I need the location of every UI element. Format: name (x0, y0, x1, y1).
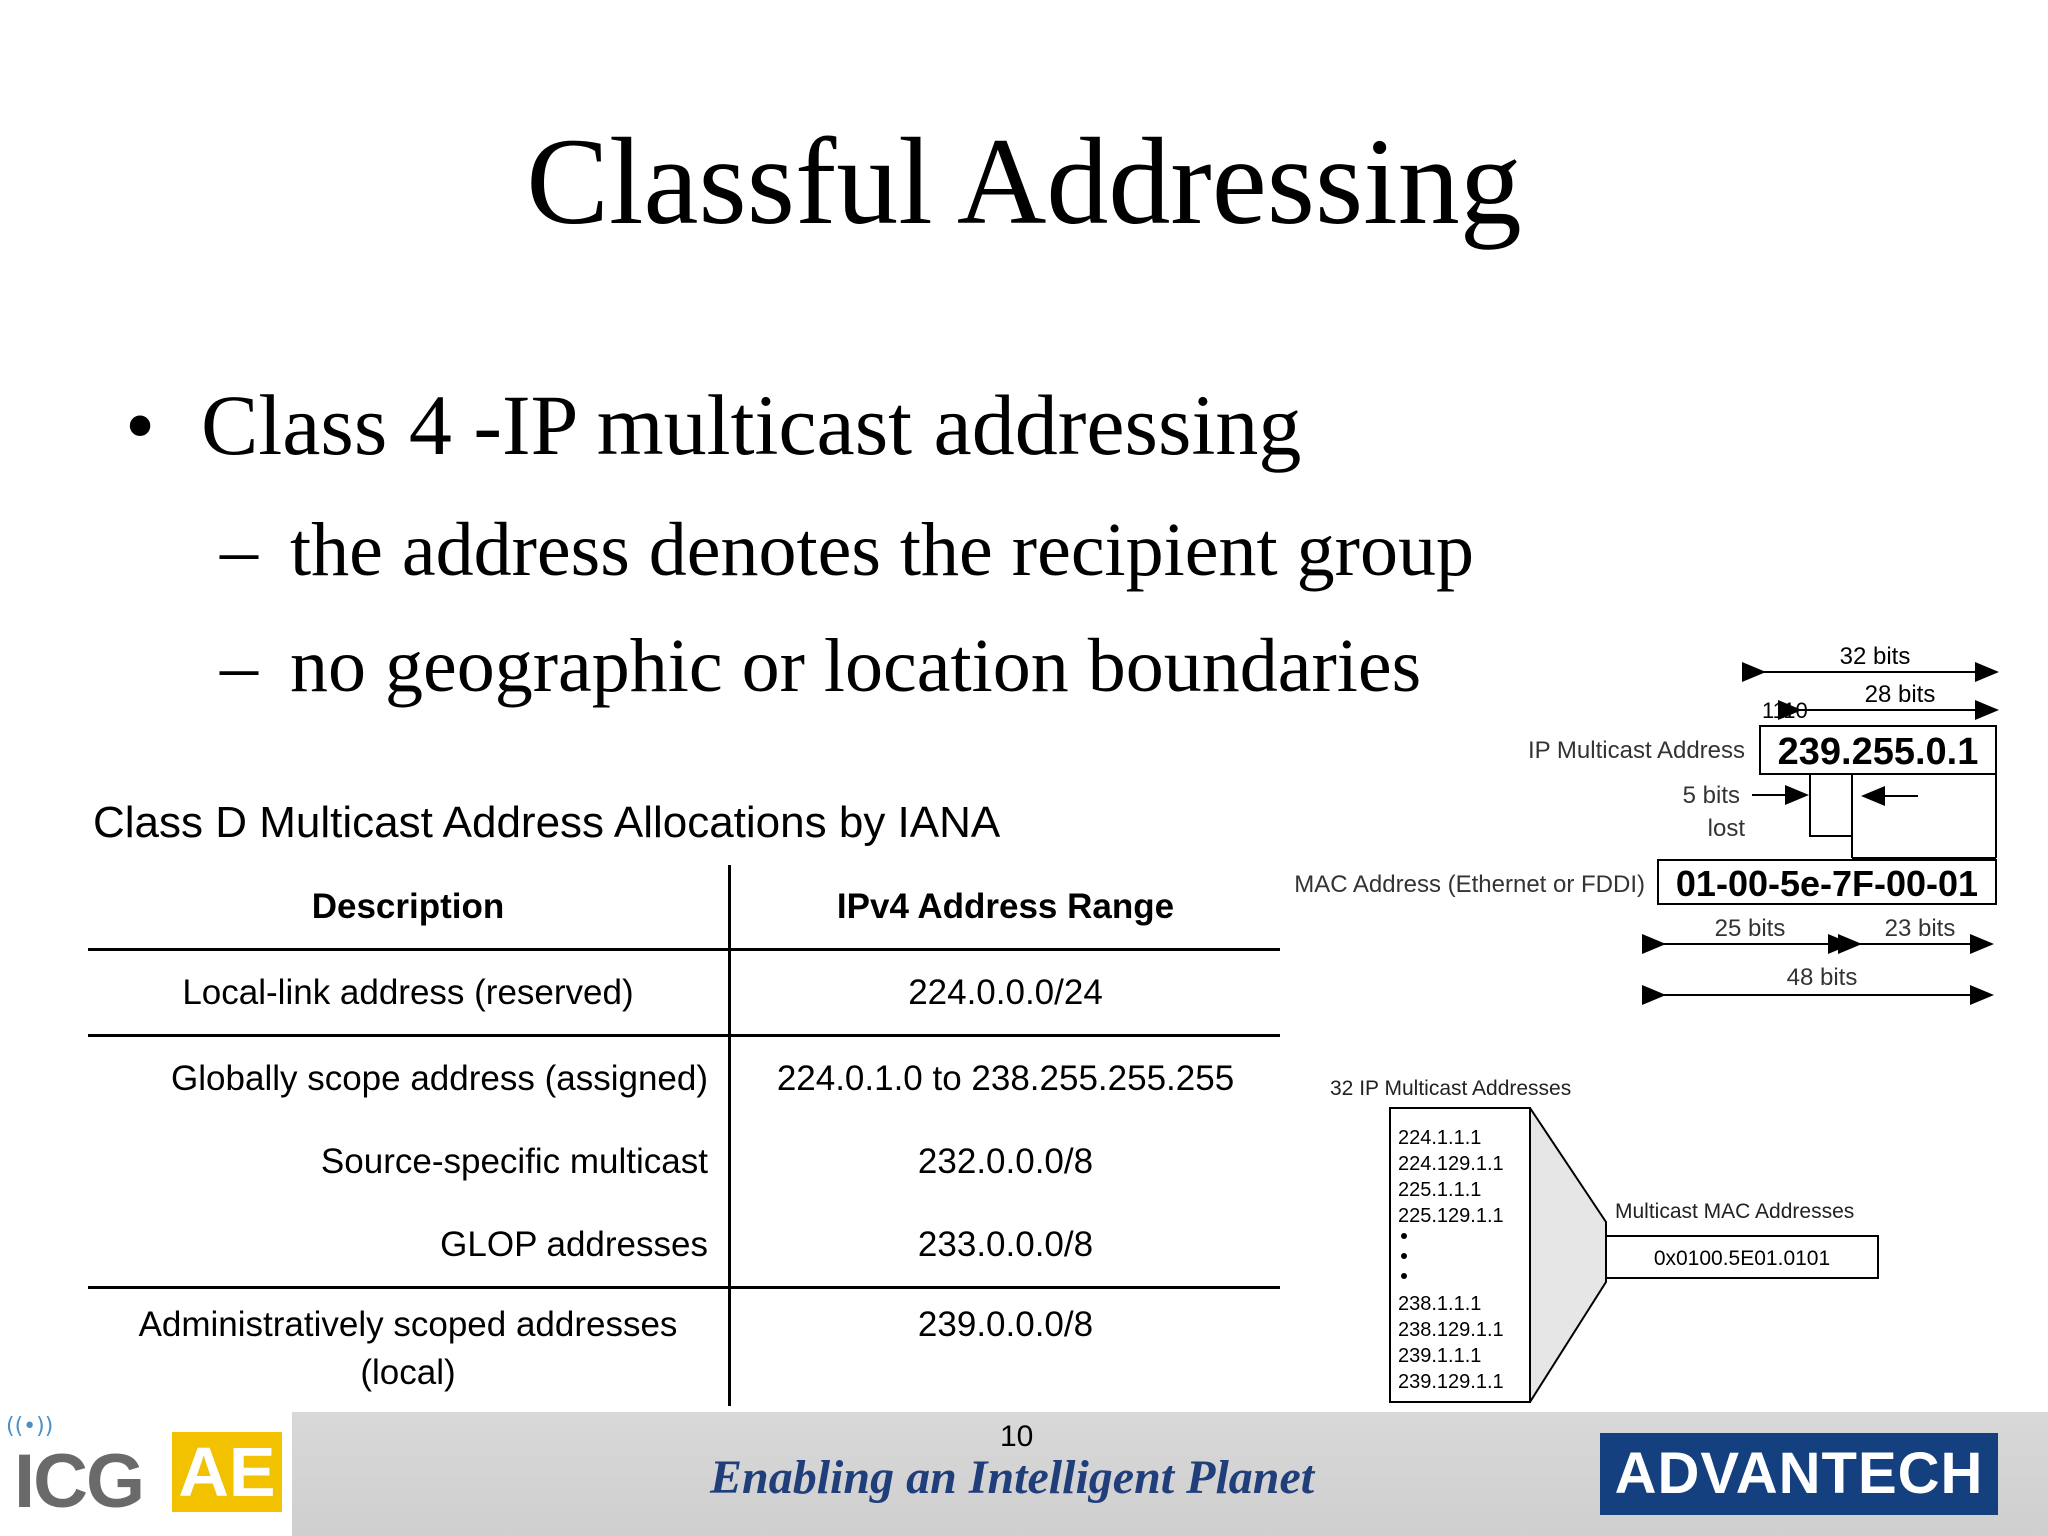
slide-title: Classful Addressing (526, 113, 1522, 250)
table-header: IPv4 Address Range (730, 865, 1281, 950)
lost-label-1: 5 bits (1682, 782, 1740, 809)
bits48-label: 48 bits (1786, 964, 1858, 991)
ip-value: 239.255.0.1 (1777, 731, 1979, 773)
bits25-label: 25 bits (1714, 915, 1786, 942)
address-item: 224.1.1.1 (1398, 1127, 1482, 1149)
mac-value: 01-00-5e-7F-00-01 (1675, 863, 1979, 904)
ellipsis-dot (1401, 1273, 1407, 1279)
table-cell: 224.0.0.0/24 (730, 950, 1281, 1036)
page-number: 10 (1000, 1420, 1034, 1453)
table-cell: GLOP addresses (88, 1203, 730, 1288)
lost-label-2: lost (1707, 815, 1745, 842)
table-cell: 239.0.0.0/8 (917, 1305, 1094, 1344)
subpoint-text: the address denotes the recipient group (290, 508, 1474, 592)
mapping-title: 32 IP Multicast Addresses (1330, 1077, 1572, 1100)
table-cell: Source-specific multicast (88, 1120, 730, 1203)
table-caption: Class D Multicast Address Allocations by IANA (93, 798, 1001, 847)
lost-bracket (1810, 774, 1852, 858)
sub-dash: – (220, 508, 258, 592)
tagline: Enabling an Intelligent Planet (710, 1451, 1315, 1504)
table-cell: 233.0.0.0/8 (730, 1203, 1281, 1288)
main-bullet-text: Class 4 -IP multicast addressing (201, 377, 1302, 473)
mac-result-value: 0x0100.5E01.0101 (1653, 1247, 1831, 1270)
bullet-dot: • (125, 377, 156, 473)
address-item: 238.1.1.1 (1398, 1293, 1482, 1315)
address-item: 224.129.1.1 (1398, 1153, 1504, 1175)
mac-title: Multicast MAC Addresses (1615, 1200, 1855, 1223)
ellipsis-dot (1401, 1233, 1407, 1239)
ellipsis-dot (1401, 1253, 1407, 1259)
bits32-label: 32 bits (1839, 643, 1911, 670)
prefix-label: 1110 (1762, 698, 1808, 723)
bits23-label: 23 bits (1884, 915, 1956, 942)
wireless-icon: ((•)) (6, 1414, 54, 1439)
table-header: Description (88, 865, 730, 950)
advantech-logo: ADVANTECH (1600, 1433, 1998, 1515)
sub-dash: – (220, 624, 258, 708)
logo-icg: ICG (14, 1439, 144, 1524)
table-cell: Local-link address (reserved) (88, 950, 730, 1036)
table-cell: Administratively scoped addresses (local) (88, 1288, 730, 1407)
table-cell: Globally scope address (assigned) (88, 1036, 730, 1121)
logo-ae: AE (172, 1432, 282, 1512)
address-item: 225.129.1.1 (1398, 1205, 1504, 1227)
bits28-label: 28 bits (1864, 681, 1936, 708)
table-cell: 232.0.0.0/8 (917, 1141, 1094, 1181)
address-item: 239.1.1.1 (1398, 1345, 1482, 1367)
subpoint-text: no geographic or location boundaries (290, 624, 1422, 708)
address-item: 225.1.1.1 (1398, 1179, 1482, 1201)
ip-label: IP Multicast Address (1528, 737, 1745, 764)
address-item: 238.129.1.1 (1398, 1319, 1504, 1341)
table-cell: 224.0.1.0 to 238.255.255.255 (776, 1058, 1235, 1098)
address-item: 239.129.1.1 (1398, 1371, 1504, 1393)
mac-label: MAC Address (Ethernet or FDDI) (1294, 871, 1645, 898)
